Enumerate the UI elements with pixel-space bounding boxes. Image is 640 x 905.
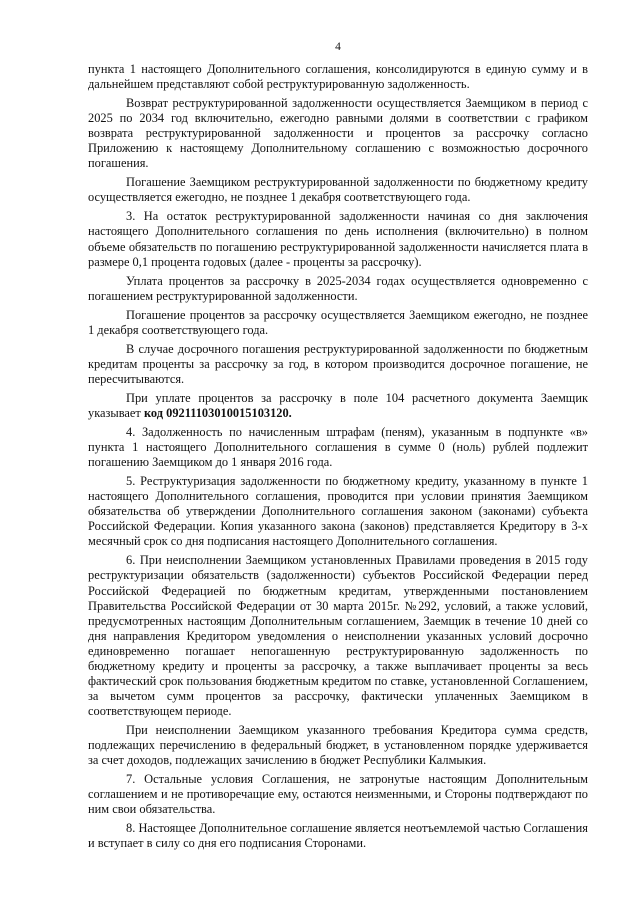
page-number: 4 bbox=[335, 41, 341, 53]
paragraph: Возврат реструктурированной задолженности осуществляется Заемщиком в период с 2025 по 2034 год включительно, ежегодно равными долями в соответствии с графиком возврата реструктурированной задолженности и процентов за рассрочку согласно Приложению к настоящему Дополнительному соглашению с возможностью досрочного погашения. bbox=[88, 96, 588, 171]
paragraph: Уплата процентов за рассрочку в 2025-2034 годах осуществляется одновременно с погашением реструктурированной задолженности. bbox=[88, 273, 588, 303]
budget-classification-code: код 09211103010015103120. bbox=[143, 405, 292, 420]
paragraph: пункта 1 настоящего Дополнительного соглашения, консолидируются в единую сумму и в дальнейшем представляют собой реструктурированную задолженность. bbox=[88, 62, 588, 92]
paragraph: 3. На остаток реструктурированной задолженности начиная со дня заключения настоящего Дополнительного соглашения по день исполнения (включительно) в полном объеме обязательств по погашению реструктурированной задолженности начисляется плата в размере 0,1 процента годовых (далее - проценты за рассрочку). bbox=[88, 209, 588, 269]
paragraph: 6. При неисполнении Заемщиком установленных Правилами проведения в 2015 году реструктуризации обязательств (задолженности) субъектов Российской Федерации перед Российской Федерацией по бюджетным кредитам, утвержденными постановлением Правительства Российской Федерации от 30 марта 2015г. №292, условий, а также условий, предусмотренных настоящим Дополнительным соглашением, Заемщик в течение 10 дней со дня направления Кредитором уведомления о неисполнении указанных условий досрочно единовременно погашает непогашенную реструктурированную задолженность по бюджетному кредиту и проценты за рассрочку, а также выплачивает проценты за весь фактический срок пользования бюджетным кредитом по ставке, установленной Соглашением, за вычетом сумм процентов за рассрочку, фактически уплаченных Заемщиком в соответствующем периоде. bbox=[88, 553, 588, 718]
paragraph: 4. Задолженность по начисленным штрафам (пеням), указанным в подпункте «в» пункта 1 настоящего Дополнительного соглашения в сумме 0 (ноль) рублей подлежит погашению Заемщиком до 1 января 2016 года. bbox=[88, 425, 588, 470]
paragraph: При неисполнении Заемщиком указанного требования Кредитора сумма средств, подлежащих перечислению в федеральный бюджет, в установленном порядке удерживается за счет доходов, подлежащих зачислению в бюджет Республики Калмыкия. bbox=[88, 722, 588, 768]
paragraph: Погашение Заемщиком реструктурированной задолженности по бюджетному кредиту осуществляется ежегодно, не позднее 1 декабря соответствующего года. bbox=[88, 175, 588, 205]
paragraph: В случае досрочного погашения реструктурированной задолженности по бюджетным кредитам проценты за рассрочку за год, в котором производится досрочное погашение, не пересчитываются. bbox=[88, 341, 588, 386]
paragraph: 8. Настоящее Дополнительное соглашение является неотъемлемой частью Соглашения и вступает в силу со дня его подписания Сторонами. bbox=[88, 821, 588, 851]
document-body bbox=[88, 62, 588, 851]
payment-text: При уплате процентов за рассрочку в поле 104 расчетного документа Заемщик указывает bbox=[88, 390, 588, 420]
paragraph: Погашение процентов за рассрочку осуществляется Заемщиком ежегодно, не позднее 1 декабря соответствующего года. bbox=[88, 307, 588, 337]
paragraph: 5. Реструктуризация задолженности по бюджетному кредиту, указанному в пункте 1 настоящего Дополнительного соглашения, проводится при условии принятия Заемщиком обязательства об утверждении Дополнительного соглашения законом (законами) субъекта Российской Федерации. Копия указанного закона (законов) представляется Кредитору в 3-х месячный срок со дня подписания настоящего Дополнительного соглашения. bbox=[88, 474, 588, 549]
payment-paragraph bbox=[88, 391, 588, 421]
paragraph: 7. Остальные условия Соглашения, не затронутые настоящим Дополнительным соглашением и не противоречащие ему, остаются неизменными, и Стороны подтверждают по ним свои обязательства. bbox=[88, 772, 588, 817]
